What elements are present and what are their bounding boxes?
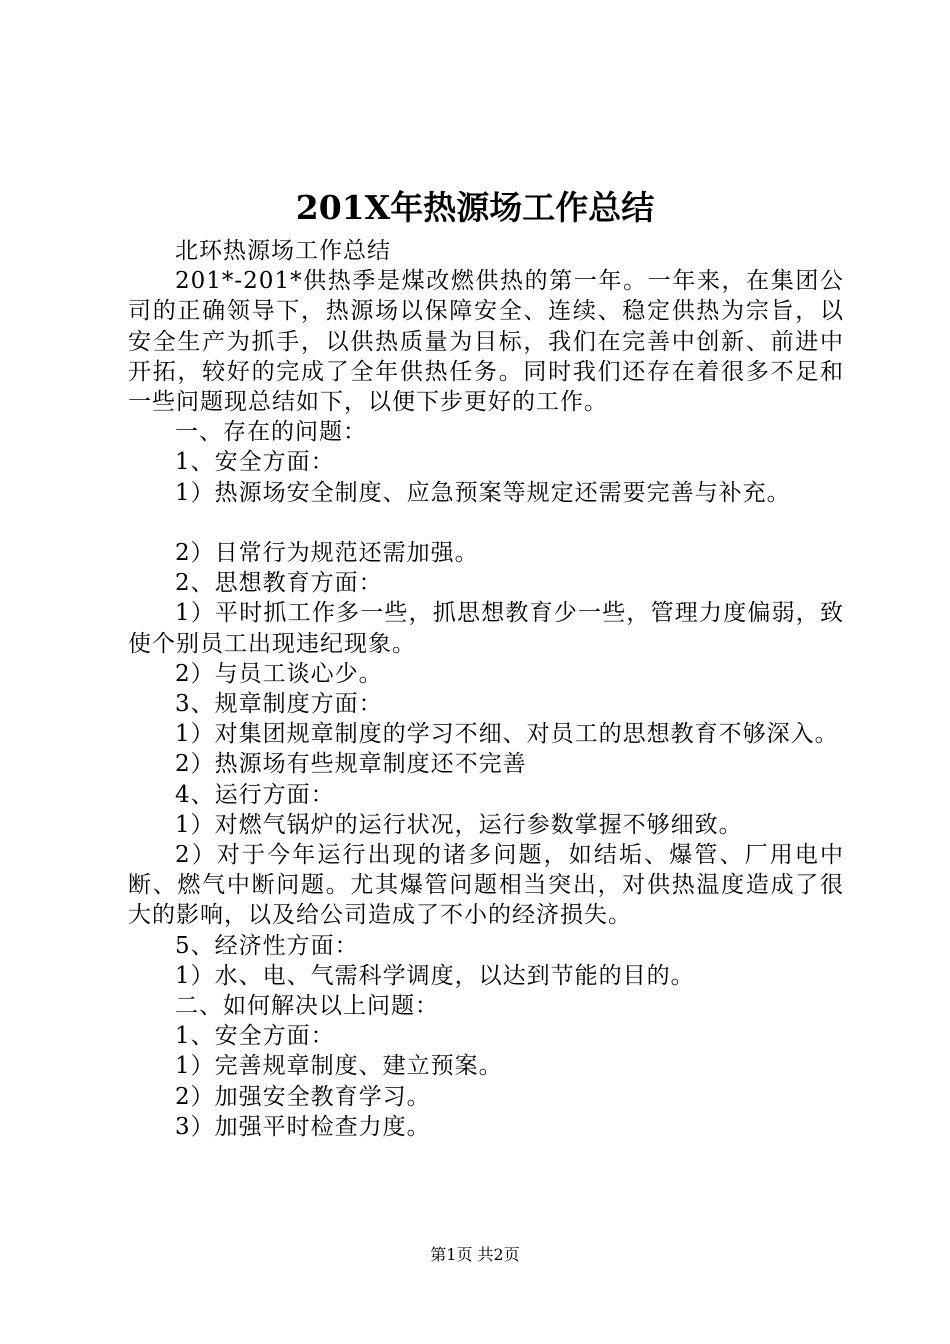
list-item: 2）与员工谈心少。 — [175, 660, 383, 687]
list-item: 1）对燃气锅炉的运行状况，运行参数掌握不够细致。 — [175, 811, 743, 838]
subheading-economy: 5、经济性方面： — [175, 932, 359, 959]
subheading-safety: 1、安全方面： — [175, 1023, 335, 1050]
list-item: 1）对集团规章制度的学习不细、对员工的思想教育不够深入。 — [175, 721, 839, 748]
list-item: 2）日常行为规范还需加强。 — [175, 540, 479, 567]
list-item: 1）平时抓工作多一些，抓思想教育少一些，管理力度偏弱，致使个别员工出现违纪现象。 — [128, 600, 844, 657]
list-item: 1）完善规章制度、建立预案。 — [175, 1053, 503, 1080]
paragraph-gap — [128, 508, 844, 538]
list-item: 1）热源场安全制度、应急预案等规定还需要完善与补充。 — [175, 479, 791, 506]
page-number-footer: 第1页 共2页 — [430, 1245, 520, 1264]
section-heading-solutions: 二、如何解决以上问题： — [175, 993, 439, 1020]
list-item: 3）加强平时检查力度。 — [175, 1113, 431, 1140]
subheading-ideology: 2、思想教育方面： — [175, 570, 383, 597]
paragraph-subtitle: 北环热源场工作总结 — [175, 238, 391, 264]
list-item: 2）对于今年运行出现的诸多问题，如结垢、爆管、厂用电中断、燃气中断问题。尤其爆管问题相当突出，对供热温度造成了很大的影响，以及给公司造成了不小的经济损失。 — [128, 842, 844, 929]
list-item: 2）加强安全教育学习。 — [175, 1083, 431, 1110]
subheading-operation: 4、运行方面： — [175, 781, 335, 808]
section-heading-problems: 一、存在的问题： — [175, 419, 367, 446]
paragraph-intro: 201*-201*供热季是煤改燃供热的第一年。一年来，在集团公司的正确领导下，热源场以保障安全、连续、稳定供热为宗旨，以安全生产为抓手，以供热质量为目标，我们在完善中创新、前进中开拓，较好的完成了全年供热任务。同时我们还存在着很多不足和一些问题现总结如下，以便下步更好的工作。 — [128, 268, 844, 416]
document-body — [128, 236, 844, 1142]
subheading-safety: 1、安全方面： — [175, 449, 335, 476]
list-item: 1）水、电、气需科学调度，以达到节能的目的。 — [175, 962, 695, 989]
document-title: 201X年热源场工作总结 — [295, 188, 655, 227]
list-item: 2）热源场有些规章制度还不完善 — [175, 751, 527, 778]
subheading-rules: 3、规章制度方面： — [175, 691, 383, 718]
